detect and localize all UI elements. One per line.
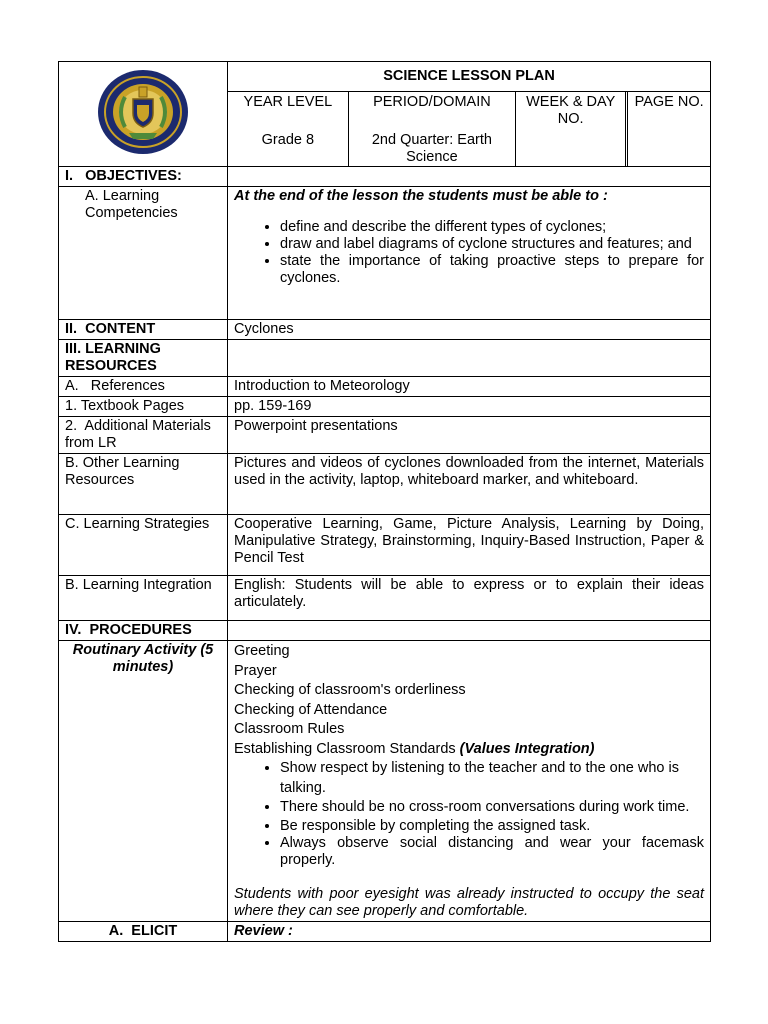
strategies-label: C. Learning Strategies xyxy=(59,515,228,576)
header-info-table xyxy=(228,92,710,166)
lesson-plan-table xyxy=(58,61,711,942)
routine-item: Prayer xyxy=(234,662,277,679)
eyesight-note: Students with poor eyesight was already instructed to occupy the seat where they can see properly and comfortable. xyxy=(234,885,704,919)
resources-heading-empty xyxy=(228,340,711,377)
competencies-cell xyxy=(228,187,711,320)
resources-heading: III. LEARNING RESOURCES xyxy=(59,340,228,377)
lesson-plan-title: SCIENCE LESSON PLAN xyxy=(228,62,711,92)
objectives-heading: I. OBJECTIVES: xyxy=(59,167,228,187)
year-level-label: YEAR LEVEL xyxy=(228,92,348,130)
routine-item: Greeting xyxy=(234,643,290,659)
textbook-label: 1. Textbook Pages xyxy=(59,397,228,417)
references-value: Introduction to Meteorology xyxy=(228,377,711,397)
other-resources-value: Pictures and videos of cyclones downloaded from the internet, Materials used in the activity, laptop, whiteboard marker, and whiteboard. xyxy=(228,454,711,515)
standard-item: • Show respect by listening to the teacher and to the one who is talking. xyxy=(280,759,704,798)
integration-value: English: Students will be able to express or to explain their ideas articulately. xyxy=(228,576,711,621)
competencies-label: A. Learning Competencies xyxy=(85,188,178,221)
objectives-heading-empty xyxy=(228,167,711,187)
other-resources-label: B. Other Learning Resources xyxy=(59,454,228,515)
additional-materials-value: Powerpoint presentations xyxy=(228,417,711,454)
procedures-heading-empty xyxy=(228,621,711,641)
content-value: Cyclones xyxy=(228,320,711,340)
objective-item: • state the importance of taking proactive steps to prepare for cyclones. xyxy=(280,253,704,287)
competencies-label-cell xyxy=(59,187,228,320)
routine-item: Checking of Attendance xyxy=(234,701,388,718)
textbook-value: pp. 159-169 xyxy=(228,397,711,417)
routine-item: Classroom Rules xyxy=(234,721,345,737)
week-day-value xyxy=(516,130,627,166)
logo-cell xyxy=(59,62,228,167)
period-domain-value: 2nd Quarter: Earth Science xyxy=(348,130,515,166)
references-label: A. References xyxy=(59,377,228,397)
standards-list xyxy=(234,759,704,869)
standard-item: • Always observe social distancing and wear your facemask properly. xyxy=(280,835,704,869)
objective-item: • draw and label diagrams of cyclone structures and features; and xyxy=(280,236,704,253)
integration-label: B. Learning Integration xyxy=(65,577,212,593)
objectives-list xyxy=(234,219,704,287)
week-day-label: WEEK & DAY NO. xyxy=(516,92,627,130)
standards-line xyxy=(234,740,704,760)
values-integration-tag: (Values Integration) xyxy=(459,740,595,757)
objective-item: • define and describe the different types of cyclones; xyxy=(280,219,704,236)
school-seal-logo-icon xyxy=(95,67,191,157)
elicit-label: A. ELICIT xyxy=(59,921,228,941)
routine-item: Checking of classroom's orderliness xyxy=(234,682,466,698)
standard-item: • There should be no cross-room conversations during work time. xyxy=(280,798,704,818)
elicit-value: Review : xyxy=(228,921,711,941)
standards-text: Establishing Classroom Standards xyxy=(234,740,460,757)
year-level-value: Grade 8 xyxy=(228,130,348,166)
additional-materials-label: 2. Additional Materials from LR xyxy=(59,417,228,454)
strategies-value: Cooperative Learning, Game, Picture Analysis, Learning by Doing, Manipulative Strategy, Brainstorming, Inquiry-Based Instruction, Paper & Pencil Test xyxy=(228,515,711,576)
header-info-cell xyxy=(228,92,711,167)
page-no-label: PAGE NO. xyxy=(634,94,704,110)
integration-label-cell xyxy=(59,576,228,621)
objectives-intro: At the end of the lesson the students must be able to : xyxy=(234,188,608,204)
content-label: II. CONTENT xyxy=(59,320,228,340)
period-domain-label: PERIOD/DOMAIN xyxy=(348,92,515,130)
standard-item: • Be responsible by completing the assigned task. xyxy=(280,818,704,835)
routinary-label: Routinary Activity (5 minutes) xyxy=(59,641,228,922)
procedures-heading: IV. PROCEDURES xyxy=(59,621,228,641)
page-no-value xyxy=(627,130,710,166)
routinary-cell xyxy=(228,641,711,922)
